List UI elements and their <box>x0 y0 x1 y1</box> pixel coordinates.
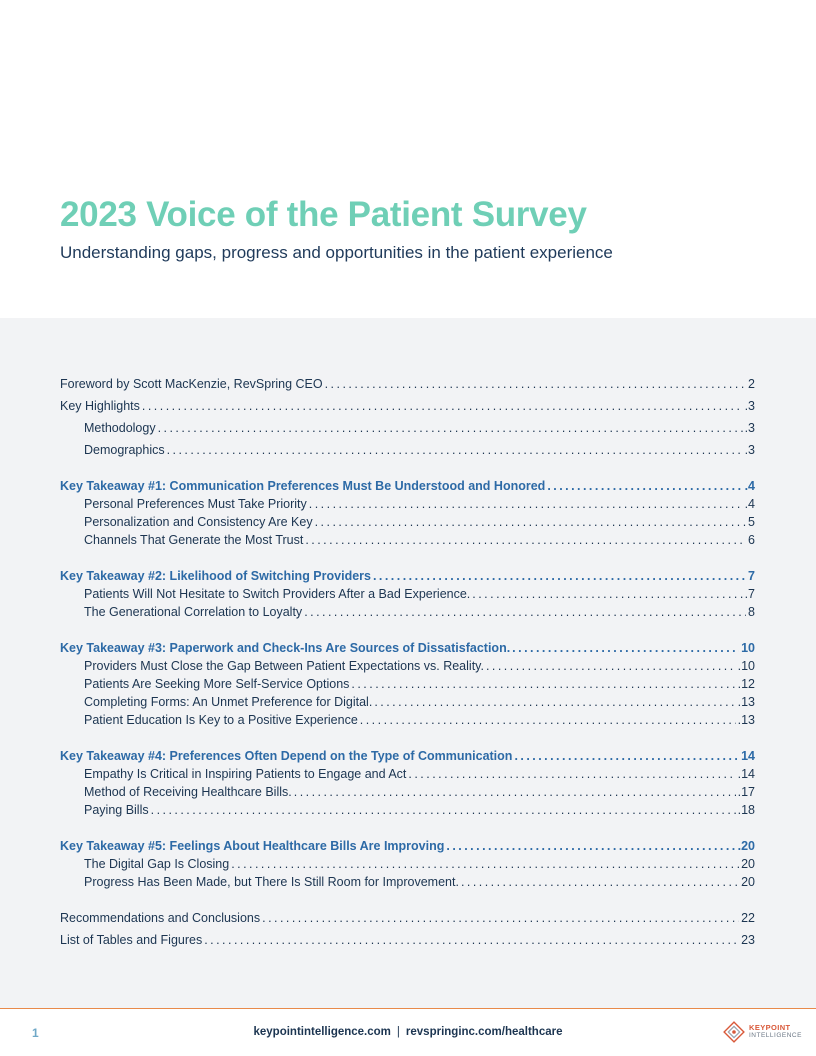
toc-entry-label: The Digital Gap Is Closing <box>84 857 230 871</box>
toc-dot-leader <box>304 604 746 620</box>
footer-link-revspring[interactable]: revspringinc.com/healthcare <box>405 1026 563 1038</box>
toc-dot-leader <box>446 838 735 854</box>
toc-entry-page: .14 <box>737 767 755 781</box>
toc-entry-page: .20 <box>737 839 755 853</box>
toc-section-entry[interactable] <box>60 568 755 584</box>
toc-entry-label: List of Tables and Figures <box>60 933 203 947</box>
toc-entry-label: Empathy Is Critical in Inspiring Patients to Engage and Act <box>84 767 407 781</box>
toc-entry-label: Key Takeaway #2: Likelihood of Switching Providers <box>60 569 371 583</box>
toc-entry-page: 10 <box>741 641 755 655</box>
toc-entry-page: .13 <box>737 695 755 709</box>
toc-dot-leader <box>309 496 743 512</box>
toc-entry-label: Patients Will Not Hesitate to Switch Providers After a Bad Experience. <box>84 587 471 601</box>
toc-entry[interactable] <box>84 514 755 530</box>
toc-dot-leader <box>351 676 735 692</box>
toc-entry-page: 23 <box>741 933 755 947</box>
toc-entry[interactable] <box>60 910 755 926</box>
toc-entry-label: Key Takeaway #1: Communication Preferences Must Be Understood and Honored <box>60 479 546 493</box>
toc-section-entry[interactable] <box>60 838 755 854</box>
toc-entry-label: Methodology <box>84 421 156 435</box>
toc-entry-page: .4 <box>744 479 755 493</box>
toc-entry-page: 14 <box>741 749 755 763</box>
toc-entry-label: Key Takeaway #4: Preferences Often Depend on the Type of Communication <box>60 749 513 763</box>
toc-entry-label: Completing Forms: An Unmet Preference for Digital. <box>84 695 373 709</box>
footer-divider <box>0 1008 816 1009</box>
toc-entry[interactable] <box>84 496 755 512</box>
toc-entry-page: .3 <box>744 443 755 457</box>
toc-section-entry[interactable] <box>60 478 755 494</box>
toc-entry-label: Patient Education Is Key to a Positive Experience <box>84 713 358 727</box>
toc-dot-leader <box>204 932 739 948</box>
toc-dot-leader <box>158 420 743 436</box>
keypoint-logo <box>722 1020 806 1044</box>
toc-entry-page: 2 <box>748 377 755 391</box>
toc-entry[interactable] <box>84 658 755 674</box>
toc-dot-leader <box>151 802 736 818</box>
toc-dot-leader <box>514 748 739 764</box>
toc-dot-leader <box>167 442 743 458</box>
toc-entry-page: 6 <box>748 533 755 547</box>
toc-dot-leader <box>461 874 739 890</box>
toc-dot-leader <box>294 784 736 800</box>
toc-entry-page: 20 <box>741 875 755 889</box>
toc-entry[interactable] <box>84 676 755 692</box>
toc-entry[interactable] <box>84 802 755 818</box>
toc-entry-label: Demographics <box>84 443 165 457</box>
logo-text-keypoint: KEYPOINT <box>749 1023 791 1032</box>
toc-entry[interactable] <box>84 420 755 436</box>
toc-entry-label: Method of Receiving Healthcare Bills. <box>84 785 292 799</box>
toc-entry-label: Key Takeaway #5: Feelings About Healthcare Bills Are Improving <box>60 839 445 853</box>
toc-dot-leader <box>512 640 739 656</box>
toc-section-entry[interactable] <box>60 748 755 764</box>
toc-entry-page: .3 <box>744 399 755 413</box>
toc-entry[interactable] <box>84 532 755 548</box>
toc-entry-label: The Generational Correlation to Loyalty <box>84 605 303 619</box>
toc-dot-leader <box>315 514 746 530</box>
toc-entry[interactable] <box>84 694 755 710</box>
toc-dot-leader <box>360 712 736 728</box>
toc-entry-label: Recommendations and Conclusions <box>60 911 261 925</box>
toc-entry[interactable] <box>84 784 755 800</box>
toc-section-entry[interactable] <box>60 640 755 656</box>
toc-entry-label: Personalization and Consistency Are Key <box>84 515 313 529</box>
toc-dot-leader <box>408 766 735 782</box>
keypoint-logo-icon <box>722 1020 746 1044</box>
page-number: 1 <box>32 1026 39 1040</box>
toc-entry-label: Providers Must Close the Gap Between Patient Expectations vs. Reality. <box>84 659 484 673</box>
toc-dot-leader <box>373 568 746 584</box>
toc-entry-label: Channels That Generate the Most Trust <box>84 533 304 547</box>
toc-entry[interactable] <box>84 442 755 458</box>
toc-entry-page: .3 <box>744 421 755 435</box>
logo-text-intelligence: INTELLIGENCE <box>749 1032 802 1039</box>
toc-entry-label: Patients Are Seeking More Self-Service Options <box>84 677 350 691</box>
toc-dot-leader <box>547 478 742 494</box>
page-title: 2023 Voice of the Patient Survey <box>60 195 587 234</box>
toc-entry-page: 5 <box>748 515 755 529</box>
toc-entry[interactable] <box>60 376 755 392</box>
toc-entry[interactable] <box>84 586 755 602</box>
toc-entry-page: 8 <box>748 605 755 619</box>
toc-entry-label: Personal Preferences Must Take Priority <box>84 497 307 511</box>
toc-entry-page: .12 <box>737 677 755 691</box>
page-subtitle: Understanding gaps, progress and opportunities in the patient experience <box>60 243 613 262</box>
toc-entry[interactable] <box>84 856 755 872</box>
toc-entry[interactable] <box>84 604 755 620</box>
toc-entry-page: .18 <box>737 803 755 817</box>
toc-entry-page: .13 <box>737 713 755 727</box>
page-header <box>0 0 816 318</box>
toc-entry-page: 22 <box>741 911 755 925</box>
toc-dot-leader <box>374 694 735 710</box>
toc-dot-leader <box>231 856 739 872</box>
toc-dot-leader <box>262 910 739 926</box>
toc-entry-page: .7 <box>744 587 755 601</box>
footer-link-keypoint[interactable]: keypointintelligence.com <box>253 1026 391 1038</box>
toc-dot-leader <box>486 658 736 674</box>
toc-dot-leader <box>472 586 742 602</box>
toc-entry[interactable] <box>84 766 755 782</box>
toc-entry-label: Key Takeaway #3: Paperwork and Check-Ins Are Sources of Dissatisfaction. <box>60 641 511 655</box>
toc-entry[interactable] <box>60 932 755 948</box>
footer-separator: | <box>396 1026 400 1038</box>
toc-dot-leader <box>325 376 746 392</box>
toc-entry-page: 7 <box>748 569 755 583</box>
toc-entry[interactable] <box>84 874 755 890</box>
toc-entry-label: Key Highlights <box>60 399 140 413</box>
toc-entry-page: .17 <box>737 785 755 799</box>
toc-entry-label: Foreword by Scott MacKenzie, RevSpring CEO <box>60 377 323 391</box>
toc-entry-label: Progress Has Been Made, but There Is Still Room for Improvement. <box>84 875 459 889</box>
toc-entry-label: Paying Bills <box>84 803 149 817</box>
toc-dot-leader <box>142 398 743 414</box>
toc-dot-leader <box>305 532 746 548</box>
toc-entry[interactable] <box>84 712 755 728</box>
toc-entry-page: .4 <box>744 497 755 511</box>
footer-links <box>0 1023 816 1038</box>
toc-entry[interactable] <box>60 398 755 414</box>
toc-entry-page: 20 <box>741 857 755 871</box>
toc-entry-page: .10 <box>737 659 755 673</box>
